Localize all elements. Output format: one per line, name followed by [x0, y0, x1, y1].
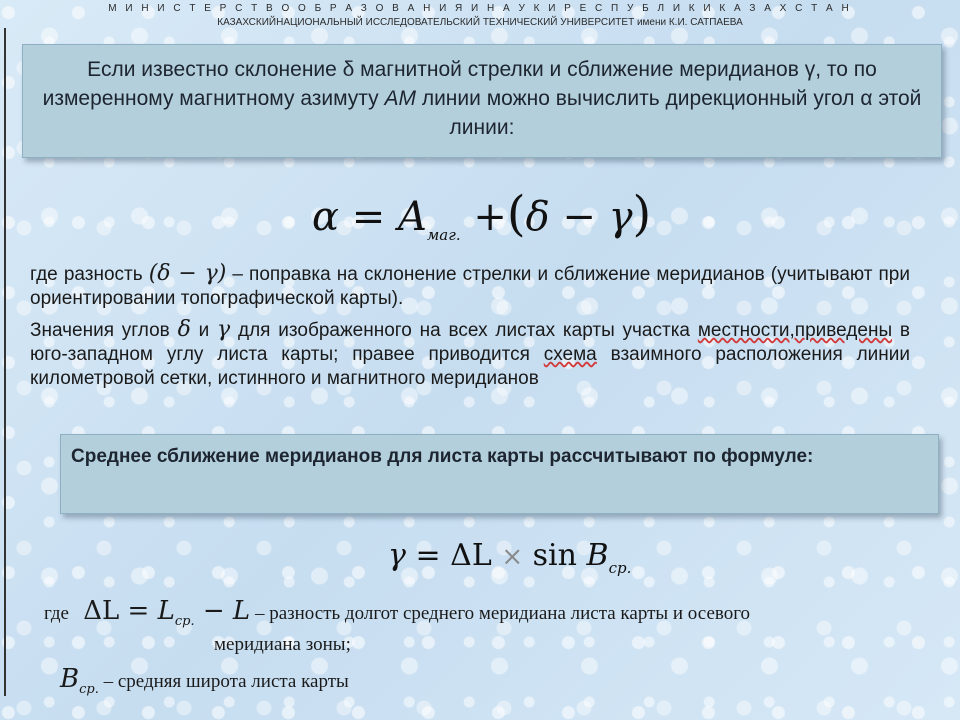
l-subscript: ср. — [174, 614, 195, 629]
intro-text-part2: линии можно вычислить дирекционный угол α этой линии: — [415, 87, 922, 139]
inline-gamma: γ — [217, 317, 231, 342]
sin-function: sin — [532, 538, 577, 573]
convergence-callout-text: Среднее сближение меридианов для листа карты рассчитывают по формуле: — [71, 446, 814, 467]
left-paren: ( — [506, 186, 526, 242]
where-word: где разность — [30, 264, 149, 285]
gamma-symbol: γ — [608, 194, 633, 240]
gamma-symbol: γ — [388, 538, 406, 573]
spellcheck-underlined-word-2: схема — [543, 344, 597, 365]
angle-text-1: Значения углов — [30, 320, 178, 341]
longitude-description: – разность долгот среднего меридиана листа карты и осевого — [250, 603, 751, 624]
azimuth-symbol: АМ — [384, 87, 416, 110]
right-paren: ) — [632, 186, 652, 242]
equals-sign: = — [127, 596, 150, 626]
ministry-header: М И Н И С Т Е Р С Т В О О Б Р А З О В А Н И Я И Н А У К И Р Е С П У Б Л И К И К А З А Х С Т А Н — [108, 3, 852, 14]
l-symbol: L — [157, 596, 175, 626]
longitude-line — [44, 596, 914, 629]
correction-description: – поправка на склонение стрелки и сближение меридианов (учитывают при ориентировании топографической карты). — [30, 264, 910, 309]
l-symbol-2: L — [232, 596, 251, 626]
minus-sign: − — [562, 194, 596, 240]
b-subscript: ср. — [608, 559, 632, 577]
a-symbol: A — [397, 194, 427, 240]
minus-sign: − — [202, 596, 225, 626]
left-border-line — [4, 28, 6, 696]
angle-text-2: и — [190, 320, 218, 341]
intro-callout-box — [22, 44, 942, 158]
intro-text-part1: Если известно склонение δ магнитной стрелки и сближение меридианов γ, то по измеренному магнитному азимуту — [42, 58, 877, 110]
inline-delta: δ — [177, 317, 191, 342]
where-word-2: где — [44, 603, 69, 624]
angle-values-paragraph — [30, 318, 910, 391]
b-symbol: B — [586, 538, 609, 573]
plus-sign: + — [473, 194, 507, 240]
delta-l-symbol: ΔL — [450, 538, 492, 573]
b-subscript: ср. — [79, 682, 99, 697]
correction-math: (δ − γ) — [148, 261, 227, 286]
latitude-description: – средняя широта листа карты — [98, 671, 349, 692]
equals-sign: = — [415, 538, 441, 573]
longitude-description-continued: меридиана зоны; — [214, 634, 351, 655]
angle-text-5: взаимного расположения линии километровой сетки, истинного и магнитного меридианов — [30, 344, 910, 389]
angle-text-3: для изображенного на всех листах карты участка — [230, 320, 698, 341]
university-header: КАЗАХСКИЙНАЦИОНАЛЬНЫЙ ИССЛЕДОВАТЕЛЬСКИЙ ТЕХНИЧЕСКИЙ УНИВЕРСИТЕТ имени К.И. САТПАЕВА — [217, 17, 743, 28]
correction-paragraph — [30, 262, 910, 311]
times-sign: × — [501, 542, 524, 572]
convergence-callout-box — [60, 434, 939, 514]
equals-sign: = — [351, 194, 386, 240]
b-symbol: B — [60, 664, 80, 694]
convergence-formula — [388, 538, 631, 577]
longitude-math — [83, 596, 251, 629]
alpha-symbol: α — [312, 194, 340, 240]
intro-callout-text — [33, 55, 931, 142]
a-subscript: маг. — [426, 226, 461, 244]
latitude-math — [60, 664, 99, 697]
longitude-definition — [44, 596, 914, 629]
angle-text-4: в юго-западном углу листа карты; правее приводится — [30, 320, 911, 365]
spellcheck-underlined-word: местности,приведены — [697, 320, 893, 341]
directional-angle-formula — [312, 186, 651, 244]
delta-l-symbol: ΔL — [83, 596, 120, 626]
latitude-definition — [60, 664, 349, 697]
delta-symbol: δ — [525, 194, 550, 240]
